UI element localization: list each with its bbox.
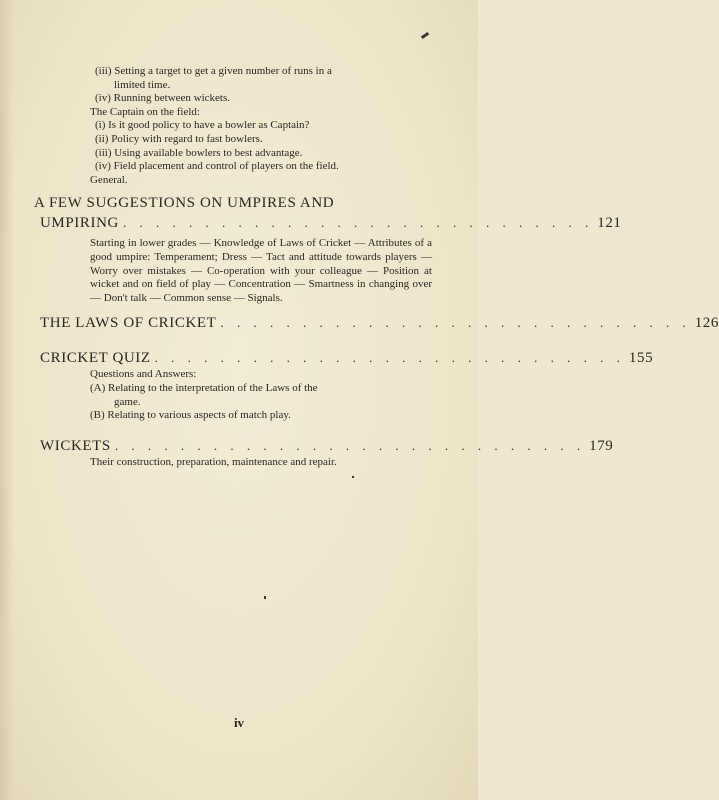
ink-dot [352,476,354,478]
toc-entry-laws [40,313,719,333]
page-edge-shadow [0,0,14,800]
dot-leader: . . . . . . . . . . . . . . . . . . . . . . . . . . . . . [122,215,594,231]
entry-title: WICKETS [40,437,111,454]
dot-leader: . . . . . . . . . . . . . . . . . . . . . . . . . . . . . [154,350,625,366]
entry-title: A FEW SUGGESTIONS ON UMPIRES AND [34,195,335,212]
subtopic-line: (iii) Setting a target to get a given number of runs in a [95,65,332,77]
subtopic-line: (ii) Policy with regard to fast bowlers. [95,132,263,145]
subtopic-line: (iii) Using available bowlers to best advantage. [95,146,303,159]
pen-mark [421,32,429,39]
subtopic-line: (i) Is it good policy to have a bowler as Captain? [95,119,310,132]
entry-description: (B) Relating to various aspects of match play. [90,409,291,422]
page-number: 179 [589,437,614,454]
subtopic-line: limited time. [114,78,171,91]
entry-description: Questions and Answers: [90,368,197,381]
entry-title: UMPIRING [40,215,119,232]
subtopic-line: (iv) Running between wickets. [95,92,231,105]
page-number: 121 [597,215,622,232]
page-number: 155 [628,350,654,367]
subtopic-line: The Captain on the field: [90,105,200,118]
subtopic-line: General. [90,173,128,186]
entry-description: (A) Relating to the interpretation of the Laws of the [90,381,318,394]
entry-title: CRICKET QUIZ [40,350,151,367]
table-of-contents [34,65,719,469]
page-number: 126 [694,315,719,332]
toc-entry-quiz [40,348,654,422]
dot-leader: . . . . . . . . . . . . . . . . . . . . . . . . . . . . . [114,437,586,453]
entry-title: THE LAWS OF CRICKET [40,315,217,332]
dot-leader: . . . . . . . . . . . . . . . . . . . . . . . . . . . . . [220,315,691,331]
captaincy-subtopics [40,65,432,187]
toc-entry-umpires [34,194,622,305]
ink-dot [264,596,266,599]
entry-description: game. [114,395,141,408]
subtopic-line: (iv) Field placement and control of players on the field. [95,160,339,173]
toc-entry-wickets [40,436,614,470]
page-folio: iv [233,715,245,730]
entry-description: Their construction, preparation, maintenance and repair. [90,455,337,468]
entry-description: Starting in lower grades — Knowledge of Laws of Cricket — Attributes of a good umpire: Temperament; Dress — Tact and attitude towards players — Worry over mistakes — Co-operation with your colleague — Position at wicket and on field of play — Concentration — Smartness in changing over — Don't talk — Common sense — Signals. [90,237,432,304]
